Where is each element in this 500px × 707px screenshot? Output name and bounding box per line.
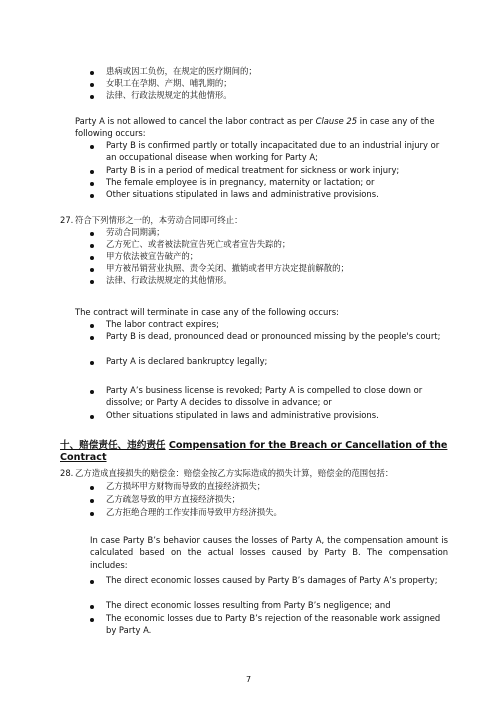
clause-number: 27.	[60, 215, 74, 225]
list-item: Other situations stipulated in laws and administrative provisions.	[106, 410, 379, 420]
list-item: The economic losses due to Party B’s rejection of the reasonable work assigned by Party A.	[106, 613, 441, 636]
list-item: 患病或因工负伤，在规定的医疗期间的；	[106, 66, 257, 76]
list-item: 法律、行政法规规定的其他情形。	[106, 275, 232, 285]
list-item: The female employee is in pregnancy, maternity or lactation; or	[106, 177, 375, 187]
bullet	[90, 256, 94, 260]
bullet	[90, 512, 94, 516]
list-item: 法律、行政法规规定的其他情形。	[106, 90, 232, 100]
list-item: 乙方疏忽导致的甲方直接经济损失；	[106, 494, 240, 504]
clause-text: 乙方造成直接损失的赔偿金：赔偿金按乙方实际造成的损失计算，赔偿金的范围包括：	[75, 468, 394, 478]
bullet	[90, 95, 94, 99]
list-item: Party B is dead, pronounced dead or pronounced missing by the people's court;	[106, 331, 441, 341]
intro-text-b: in case any of the following occurs:	[75, 116, 435, 139]
bullet	[90, 499, 94, 503]
bullet	[90, 71, 94, 75]
bullet	[90, 145, 94, 149]
bullet	[90, 182, 94, 186]
bullet	[90, 244, 94, 248]
bullet	[90, 580, 94, 584]
bullet	[90, 268, 94, 272]
list-item: 女职工在孕期、产期、哺乳期的；	[106, 78, 232, 88]
clause-text: The contract will terminate in case any of the following occurs:	[75, 307, 339, 317]
bullet	[90, 361, 94, 365]
list-item: Other situations stipulated in laws and administrative provisions.	[106, 189, 379, 199]
bullet	[90, 390, 94, 394]
section-heading-en: Compensation for the Breach or Cancellation of the Contract	[60, 440, 448, 463]
clause-ref: Clause 25	[315, 116, 358, 126]
section-heading-cn: 十、赔偿责任、违约责任	[60, 440, 166, 451]
clause-paragraph: In case Party B’s behavior causes the losses of Party A, the compensation amount is calculated based on the actual losses caused by Party B. The compensation includes:	[90, 535, 448, 570]
bullet	[90, 605, 94, 609]
bullet	[90, 336, 94, 340]
list-item: 甲方依法被宣告破产的；	[106, 251, 199, 261]
page-number: 7	[246, 675, 252, 684]
list-item: 乙方拒绝合理的工作安排而导致甲方经济损失。	[106, 507, 282, 517]
list-item: 乙方损坏甲方财物而导致的直接经济损失；	[106, 481, 266, 491]
bullet	[90, 415, 94, 419]
bullet	[90, 324, 94, 328]
intro-text-a: Party A is not allowed to cancel the labor contract as per	[75, 116, 316, 126]
bullet	[90, 486, 94, 490]
section-heading	[60, 440, 450, 464]
bullet	[90, 618, 94, 622]
bullet	[90, 232, 94, 236]
bullet	[90, 83, 94, 87]
list-item: The labor contract expires;	[106, 319, 219, 329]
list-item: Party A’s business license is revoked; Party A is compelled to close down or dissolve; or Party A decides to dissolve in advance; or	[106, 385, 423, 408]
list-item: Party B is confirmed partly or totally incapacitated due to an industrial injury or an occupational disease when working for Party A;	[106, 140, 440, 163]
bullet	[90, 194, 94, 198]
list-item: Party A is declared bankruptcy legally;	[106, 356, 268, 366]
list-item: Party B is in a period of medical treatment for sickness or work injury;	[106, 165, 400, 175]
list-item: 甲方被吊销营业执照、责令关闭、撤销或者甲方决定提前解散的；	[106, 263, 349, 273]
intro-paragraph	[75, 115, 447, 140]
clause-text: 符合下列情形之一的，本劳动合同即可终止：	[75, 215, 243, 225]
clause-number: 28.	[60, 468, 74, 478]
list-item: 乙方死亡、或者被法院宣告死亡或者宣告失踪的；	[106, 239, 291, 249]
list-item: The direct economic losses resulting from Party B’s negligence; and	[106, 600, 391, 610]
list-item: The direct economic losses caused by Party B’s damages of Party A’s property;	[106, 575, 438, 585]
bullet	[90, 170, 94, 174]
list-item: 劳动合同期满；	[106, 227, 165, 237]
bullet	[90, 280, 94, 284]
